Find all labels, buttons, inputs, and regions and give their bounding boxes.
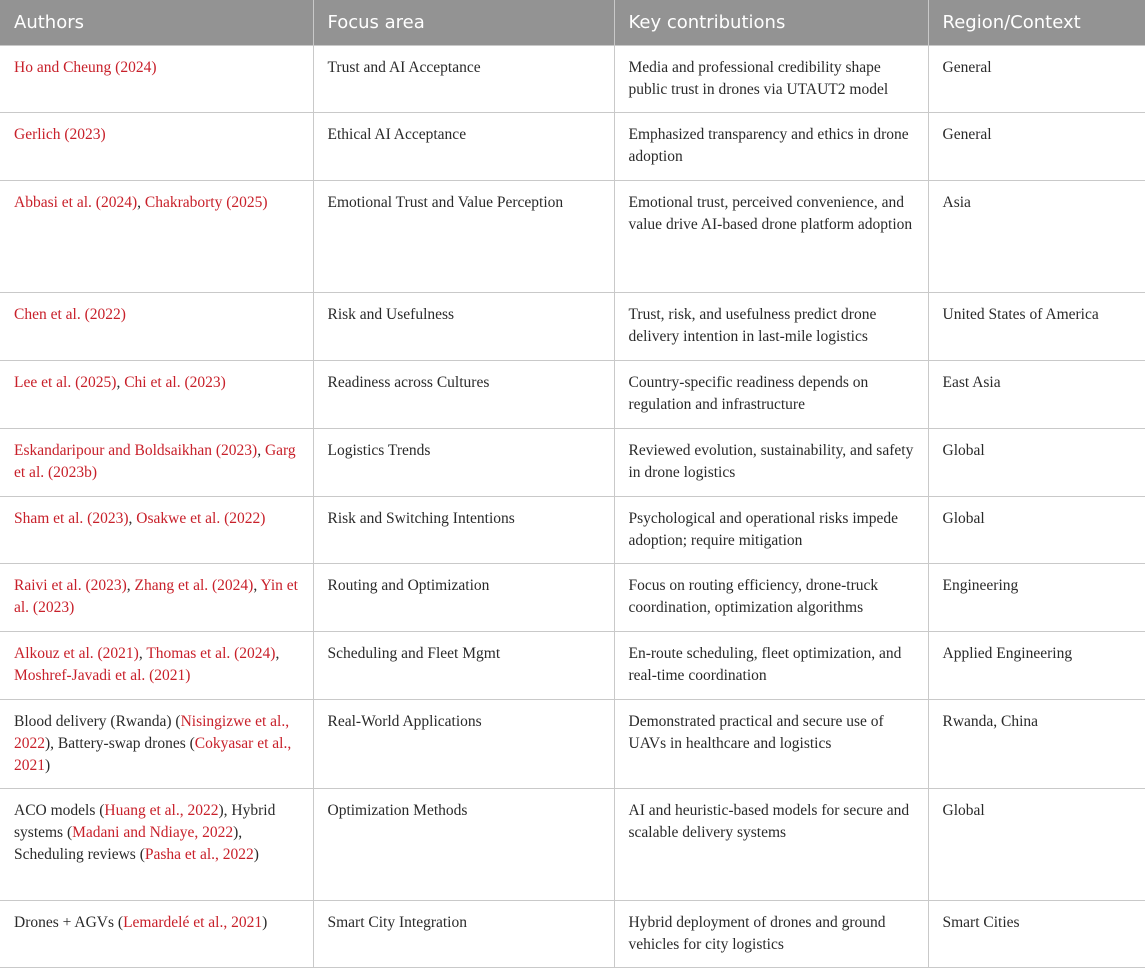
region-cell: Asia: [928, 181, 1145, 293]
contribution-cell: Psychological and operational risks impede adoption; require mitigation: [614, 497, 928, 564]
table-row: [0, 46, 1145, 113]
authors-text: ,: [137, 194, 145, 211]
table-row: [0, 700, 1145, 789]
table-row: [0, 632, 1145, 700]
citation-link[interactable]: Thomas et al. (2024): [146, 645, 276, 662]
focus-area-cell: Real-World Applications: [313, 700, 614, 789]
focus-area-cell: Risk and Usefulness: [313, 293, 614, 361]
header-region: Region/Context: [928, 0, 1145, 46]
citation-link[interactable]: Ho and Cheung (2024): [14, 59, 157, 76]
citation-link[interactable]: Zhang et al. (2024): [134, 577, 254, 594]
focus-area-cell: Scheduling and Fleet Mgmt: [313, 632, 614, 700]
citation-link[interactable]: Lemardelé et al., 2021: [123, 914, 263, 931]
table-row: [0, 181, 1145, 293]
authors-cell: [0, 429, 313, 497]
focus-area-cell: Optimization Methods: [313, 789, 614, 901]
focus-area-cell: Emotional Trust and Value Perception: [313, 181, 614, 293]
region-cell: General: [928, 46, 1145, 113]
citation-link[interactable]: Garg et al. (2023b): [14, 442, 296, 481]
authors-text: ), Hybrid systems (: [14, 802, 276, 841]
authors-cell: [0, 497, 313, 564]
citation-link[interactable]: Osakwe et al. (2022): [136, 510, 266, 527]
authors-cell: [0, 700, 313, 789]
citation-link[interactable]: Alkouz et al. (2021): [14, 645, 139, 662]
authors-cell: [0, 789, 313, 901]
citation-link[interactable]: Huang et al., 2022: [104, 802, 219, 819]
region-cell: Smart Cities: [928, 901, 1145, 968]
authors-text: ,: [138, 645, 147, 662]
focus-area-cell: Routing and Optimization: [313, 564, 614, 632]
citation-link[interactable]: Cokyasar et al., 2021: [14, 735, 292, 774]
region-cell: Global: [928, 497, 1145, 564]
authors-text: Blood delivery (Rwanda) (: [14, 713, 181, 730]
contribution-cell: Emotional trust, perceived convenience, and value drive AI-based drone platform adoption: [614, 181, 928, 293]
citation-link[interactable]: Sham et al. (2023): [14, 510, 129, 527]
authors-text: ,: [275, 645, 280, 662]
contribution-cell: Country-specific readiness depends on regulation and infrastructure: [614, 361, 928, 429]
region-cell: Global: [928, 789, 1145, 901]
authors-cell: [0, 361, 313, 429]
focus-area-cell: Smart City Integration: [313, 901, 614, 968]
contribution-cell: Reviewed evolution, sustainability, and safety in drone logistics: [614, 429, 928, 497]
citation-link[interactable]: Chi et al. (2023): [124, 374, 226, 391]
citation-link[interactable]: Lee et al. (2025): [14, 374, 117, 391]
citation-link[interactable]: Abbasi et al. (2024): [14, 194, 138, 211]
header-authors: Authors: [0, 0, 313, 46]
contribution-cell: Media and professional credibility shape public trust in drones via UTAUT2 model: [614, 46, 928, 113]
authors-cell: [0, 632, 313, 700]
citation-link[interactable]: Pasha et al., 2022: [144, 846, 254, 863]
citation-link[interactable]: Nisingizwe et al., 2022: [14, 713, 290, 752]
contribution-cell: En-route scheduling, fleet optimization, and real-time coordination: [614, 632, 928, 700]
header-focus-area: Focus area: [313, 0, 614, 46]
header-row: [0, 0, 1145, 46]
contribution-cell: Demonstrated practical and secure use of UAVs in healthcare and logistics: [614, 700, 928, 789]
contribution-cell: Emphasized transparency and ethics in drone adoption: [614, 113, 928, 181]
focus-area-cell: Ethical AI Acceptance: [313, 113, 614, 181]
region-cell: Global: [928, 429, 1145, 497]
region-cell: United States of America: [928, 293, 1145, 361]
authors-text: ,: [257, 442, 265, 459]
authors-text: ,: [116, 374, 125, 391]
citation-link[interactable]: Gerlich (2023): [14, 126, 106, 143]
table-row: [0, 789, 1145, 901]
focus-area-cell: Trust and AI Acceptance: [313, 46, 614, 113]
authors-cell: [0, 901, 313, 968]
authors-text: Drones + AGVs (: [14, 914, 124, 931]
region-cell: General: [928, 113, 1145, 181]
focus-area-cell: Logistics Trends: [313, 429, 614, 497]
citation-link[interactable]: Chen et al. (2022): [14, 306, 126, 323]
authors-cell: [0, 46, 313, 113]
header-key-contributions: Key contributions: [614, 0, 928, 46]
table-row: [0, 293, 1145, 361]
authors-text: ACO models (: [14, 802, 105, 819]
authors-cell: [0, 564, 313, 632]
table-row: [0, 901, 1145, 968]
authors-text: ): [45, 757, 51, 774]
table-row: [0, 429, 1145, 497]
region-cell: East Asia: [928, 361, 1145, 429]
authors-text: ), Scheduling reviews (: [14, 824, 243, 863]
contribution-cell: Focus on routing efficiency, drone-truck coordination, optimization algorithms: [614, 564, 928, 632]
authors-cell: [0, 113, 313, 181]
table-row: [0, 361, 1145, 429]
table-row: [0, 113, 1145, 181]
citation-link[interactable]: Raivi et al. (2023): [14, 577, 127, 594]
authors-text: ,: [253, 577, 261, 594]
authors-cell: [0, 181, 313, 293]
citation-link[interactable]: Moshref-Javadi et al. (2021): [14, 667, 191, 684]
authors-text: ), Battery-swap drones (: [45, 735, 195, 752]
table-row: [0, 497, 1145, 564]
table-row: [0, 564, 1145, 632]
region-cell: Engineering: [928, 564, 1145, 632]
contribution-cell: Hybrid deployment of drones and ground vehicles for city logistics: [614, 901, 928, 968]
contribution-cell: AI and heuristic-based models for secure and scalable delivery systems: [614, 789, 928, 901]
authors-text: ,: [128, 510, 137, 527]
citation-link[interactable]: Chakraborty (2025): [144, 194, 268, 211]
region-cell: Rwanda, China: [928, 700, 1145, 789]
authors-text: ,: [126, 577, 135, 594]
focus-area-cell: Risk and Switching Intentions: [313, 497, 614, 564]
citation-link[interactable]: Yin et al. (2023): [14, 577, 298, 616]
citation-link[interactable]: Eskandaripour and Boldsaikhan (2023): [14, 442, 258, 459]
authors-text: ): [253, 846, 259, 863]
authors-cell: [0, 293, 313, 361]
contribution-cell: Trust, risk, and usefulness predict drone delivery intention in last-mile logistics: [614, 293, 928, 361]
focus-area-cell: Readiness across Cultures: [313, 361, 614, 429]
region-cell: Applied Engineering: [928, 632, 1145, 700]
citation-link[interactable]: Madani and Ndiaye, 2022: [72, 824, 234, 841]
authors-text: ): [262, 914, 268, 931]
